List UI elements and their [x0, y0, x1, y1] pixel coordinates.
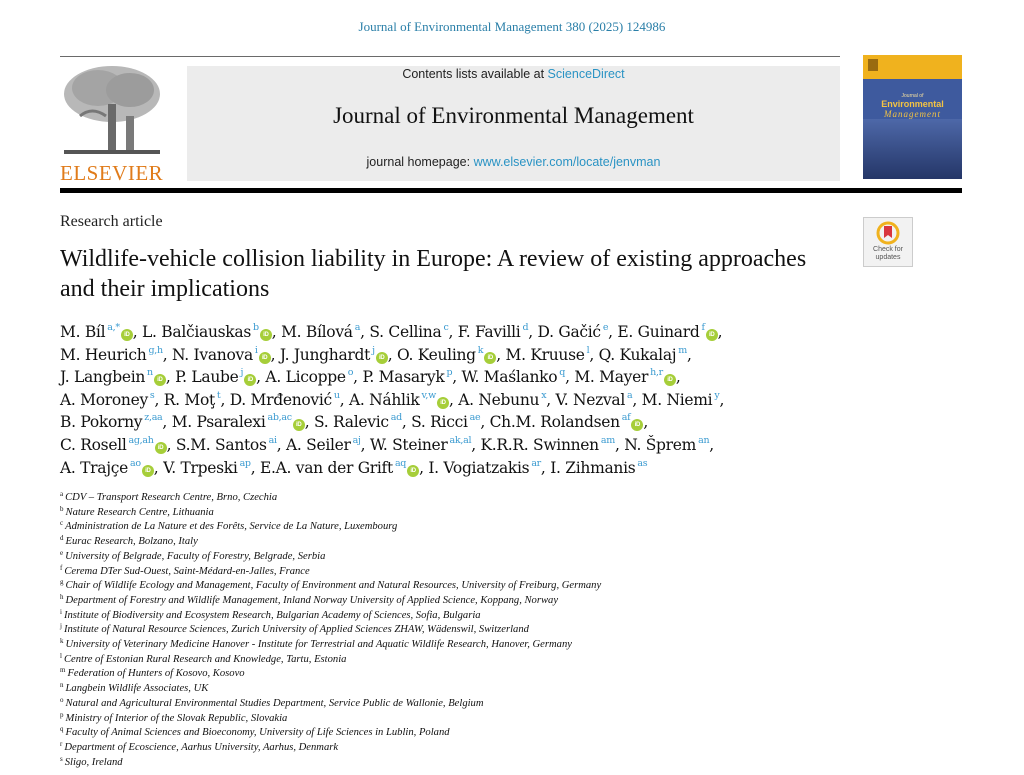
affiliation-marker[interactable]: g,h	[148, 344, 163, 356]
author-separator: ,	[719, 390, 725, 409]
author-separator: ,	[540, 458, 551, 477]
author-name[interactable]: D. Mrđenović	[229, 390, 332, 409]
author-name[interactable]: I. Zihmanis	[550, 458, 636, 477]
author-separator: ,	[360, 435, 370, 454]
affiliation-item	[60, 594, 960, 609]
author-name[interactable]: P. Laube	[175, 368, 239, 387]
author-name[interactable]: V. Trpeski	[163, 458, 238, 477]
author-separator: ,	[565, 368, 575, 387]
affiliation-marker[interactable]: x	[541, 389, 547, 401]
author	[176, 436, 286, 454]
affiliation-marker[interactable]: as	[637, 457, 648, 469]
author-name[interactable]: O. Keuling	[396, 345, 476, 364]
affiliation-item	[60, 682, 960, 697]
affiliation-text: Institute of Biodiversity and Ecosystem Research, Bulgarian Academy of Sciences, Sofia, Bulgaria	[63, 609, 481, 621]
author-separator: ,	[353, 368, 363, 387]
author-name[interactable]: M. Psaralexi	[171, 413, 266, 432]
affiliation-marker[interactable]: ar	[531, 457, 541, 469]
author	[411, 413, 489, 431]
affiliation-key: d	[60, 534, 64, 543]
author-name[interactable]: L. Balčiauskas	[142, 323, 251, 341]
affiliation-marker[interactable]: v,w	[421, 389, 436, 401]
affiliation-key: o	[60, 695, 64, 704]
affiliation-item	[60, 697, 960, 712]
affiliation-item	[60, 741, 960, 756]
author	[458, 391, 555, 409]
author-name[interactable]: M. Kruuse	[505, 345, 585, 364]
author-separator: ,	[401, 413, 412, 432]
top-divider	[60, 56, 840, 57]
author	[556, 391, 642, 409]
affiliation-marker[interactable]: ak,al	[449, 434, 472, 446]
author-separator: ,	[162, 413, 172, 432]
affiliation-item	[60, 506, 960, 521]
author	[428, 459, 550, 477]
author-name[interactable]: J. Junghardt	[279, 345, 371, 364]
affiliation-marker[interactable]: h,r	[650, 367, 663, 379]
affiliation-marker[interactable]: a	[354, 322, 361, 333]
affiliation-marker[interactable]: j	[372, 344, 375, 356]
author	[349, 391, 458, 409]
affiliation-key: c	[60, 519, 64, 528]
affiliation-list	[60, 491, 960, 770]
article-title: Wildlife-vehicle collision liability in Europe: A review of existing approaches and their implications	[60, 246, 807, 302]
author-name[interactable]: A. Moroney	[60, 390, 148, 409]
cover-elsevier-icon	[868, 59, 878, 71]
author-separator: ,	[387, 345, 397, 364]
author	[397, 346, 506, 364]
author	[142, 323, 281, 341]
orcid-icon[interactable]: iD	[154, 374, 166, 386]
author-name[interactable]: D. Gačić	[537, 323, 601, 341]
affiliation-text: Eurac Research, Bolzano, Italy	[65, 536, 198, 548]
orcid-icon[interactable]: iD	[260, 329, 272, 341]
affiliation-item	[60, 550, 960, 565]
affiliation-item	[60, 491, 960, 506]
orcid-icon[interactable]: iD	[437, 397, 449, 409]
author	[60, 346, 172, 364]
affiliation-text: Natural and Agricultural Environmental Studies Department, Service Public de Wallonie, Belgium	[65, 697, 484, 709]
affiliation-marker[interactable]: ao	[130, 457, 141, 469]
author-name[interactable]: A. Seiler	[286, 435, 351, 454]
author-name[interactable]: R. Moţ	[163, 390, 215, 409]
affiliation-marker[interactable]: af	[621, 412, 631, 424]
author-name[interactable]: Ch.M. Rolandsen	[489, 413, 620, 432]
author-name[interactable]: N. Ivanova	[172, 345, 253, 364]
author	[286, 436, 370, 454]
author	[172, 346, 280, 364]
affiliation-key: k	[60, 637, 64, 646]
author-separator: ,	[675, 368, 681, 387]
sciencedirect-link[interactable]: ScienceDirect	[547, 67, 625, 81]
orcid-icon[interactable]: iD	[484, 352, 496, 364]
author	[260, 459, 428, 477]
affiliation-item	[60, 756, 960, 771]
orcid-icon[interactable]: iD	[631, 419, 643, 431]
author-name[interactable]: S. Ricci	[411, 413, 468, 432]
homepage-prefix: journal homepage:	[366, 155, 474, 169]
author	[60, 391, 164, 409]
affiliation-text: University of Veterinary Medicine Hanover - Institute for Terrestrial and Aquatic Wildlife Research, Hanover, Germany	[65, 639, 572, 651]
affiliation-key: b	[60, 504, 64, 513]
affiliation-marker[interactable]: i	[254, 344, 258, 356]
affiliation-item	[60, 565, 960, 580]
affiliation-key: p	[60, 710, 64, 719]
affiliation-text: Department of Ecoscience, Aarhus University, Aarhus, Denmark	[64, 741, 339, 753]
author-separator: ,	[608, 323, 618, 341]
affiliation-item	[60, 712, 960, 727]
author	[458, 323, 538, 341]
author	[281, 323, 369, 341]
orcid-icon[interactable]: iD	[376, 352, 388, 364]
author-name[interactable]: M. Bílová	[281, 323, 353, 341]
affiliation-key: l	[60, 651, 62, 660]
author	[480, 436, 624, 454]
author-name[interactable]: M. Mayer	[574, 368, 649, 387]
article-type: Research article	[60, 213, 163, 230]
author	[538, 323, 618, 341]
author	[265, 368, 362, 386]
affiliation-key: g	[60, 578, 64, 587]
author-name[interactable]: P. Masaryk	[362, 368, 445, 387]
author	[617, 323, 722, 341]
author-separator: ,	[687, 345, 692, 364]
cover-line3: Management	[884, 109, 941, 119]
check-updates-line1: Check for	[873, 246, 903, 253]
elsevier-wordmark: ELSEVIER	[60, 161, 164, 185]
affiliation-key: e	[60, 548, 64, 557]
author	[506, 346, 599, 364]
author	[172, 413, 314, 431]
author	[163, 459, 260, 477]
journal-title: Journal of Environmental Management	[333, 103, 694, 128]
author	[370, 436, 481, 454]
author	[60, 368, 175, 386]
affiliation-marker[interactable]: o	[347, 367, 354, 379]
author-line	[60, 321, 850, 344]
author	[369, 323, 457, 341]
author-separator: ,	[256, 368, 266, 387]
affiliation-item	[60, 638, 960, 653]
affiliation-text: CDV – Transport Research Centre, Brno, Czechia	[65, 492, 278, 503]
affiliation-marker[interactable]: p	[446, 367, 453, 379]
affiliation-marker[interactable]: y	[714, 389, 720, 401]
author	[280, 346, 397, 364]
author-separator: ,	[709, 435, 714, 454]
author-separator: ,	[132, 323, 143, 341]
author-line	[60, 434, 850, 457]
author	[60, 413, 172, 431]
affiliation-marker[interactable]: k	[477, 344, 484, 356]
author-name[interactable]: E.A. van der Grift	[259, 458, 393, 477]
author-name[interactable]: S. Ralevic	[314, 413, 389, 432]
author-name[interactable]: C. Rosell	[60, 435, 127, 454]
affiliation-text: Institute of Natural Resource Sciences, Zurich University of Applied Sciences ZHAW, Wädenswil, Switzerland	[63, 624, 529, 636]
author-separator: ,	[271, 323, 282, 341]
affiliation-marker[interactable]: ag,ah	[128, 434, 154, 446]
affiliation-marker[interactable]: ai	[268, 434, 277, 446]
affiliation-item	[60, 535, 960, 550]
affiliation-key: n	[60, 681, 64, 690]
author-separator: ,	[589, 345, 599, 364]
affiliation-marker[interactable]: ae	[469, 412, 481, 424]
orcid-icon[interactable]: iD	[155, 442, 167, 454]
affiliation-marker[interactable]: d	[522, 322, 529, 333]
author	[164, 391, 230, 409]
affiliation-text: Department of Forestry and Wildlife Management, Inland Norway University of Applied Science, Koppang, Norway	[65, 594, 559, 606]
affiliation-key: i	[60, 607, 62, 616]
author-separator: ,	[448, 390, 459, 409]
header-divider	[60, 188, 962, 193]
orcid-icon[interactable]: iD	[121, 329, 133, 341]
author-separator: ,	[166, 435, 176, 454]
orcid-icon[interactable]: iD	[244, 374, 256, 386]
author-name[interactable]: F. Favilli	[457, 323, 521, 341]
orcid-icon[interactable]: iD	[259, 352, 271, 364]
author-separator: ,	[471, 435, 481, 454]
author-separator: ,	[162, 345, 173, 364]
author	[490, 413, 648, 431]
affiliation-text: University of Belgrade, Faculty of Forestry, Belgrade, Serbia	[65, 550, 326, 562]
affiliation-marker[interactable]: e	[602, 322, 609, 333]
affiliation-marker[interactable]: n	[147, 367, 153, 379]
affiliation-marker[interactable]: an	[698, 434, 710, 446]
author-line	[60, 411, 850, 434]
affiliation-marker[interactable]: j	[240, 367, 244, 379]
author	[574, 368, 680, 386]
affiliation-marker[interactable]: f	[701, 322, 705, 333]
affiliation-text: Cerema DTer Sud-Ouest, Saint-Médard-en-Jalles, France	[64, 565, 310, 577]
author-separator: ,	[528, 323, 538, 341]
author-separator: ,	[304, 413, 315, 432]
affiliation-marker[interactable]: l	[586, 344, 590, 356]
author-name[interactable]: W. Maślanko	[461, 368, 558, 387]
affiliation-marker[interactable]: a,*	[107, 322, 120, 333]
author-separator: ,	[270, 345, 280, 364]
cover-image	[863, 119, 962, 179]
author-separator: ,	[643, 413, 649, 432]
author	[642, 391, 724, 409]
author-name[interactable]: J. Langbein	[60, 368, 146, 387]
affiliation-key: f	[60, 563, 63, 572]
author-name[interactable]: M. Bíl	[60, 323, 106, 341]
orcid-icon[interactable]: iD	[293, 419, 305, 431]
affiliation-item	[60, 653, 960, 668]
author-name[interactable]: M. Heurich	[60, 345, 147, 364]
author	[60, 436, 176, 454]
elsevier-tree-icon	[60, 64, 164, 160]
author-separator: ,	[717, 323, 723, 341]
orcid-icon[interactable]: iD	[706, 329, 718, 341]
affiliation-marker[interactable]: z,aa	[144, 412, 163, 424]
contents-line	[187, 67, 840, 81]
author-name[interactable]: S. Cellina	[369, 323, 442, 341]
author-name[interactable]: W. Steiner	[369, 435, 448, 454]
author-name[interactable]: E. Guinard	[617, 323, 700, 341]
author	[60, 459, 163, 477]
affiliation-key: j	[60, 622, 62, 631]
author	[462, 368, 575, 386]
author-name[interactable]: K.R.R. Swinnen	[480, 435, 599, 454]
affiliation-key: a	[60, 490, 64, 498]
affiliation-item	[60, 667, 960, 682]
affiliation-marker[interactable]: a	[627, 389, 633, 401]
elsevier-logo[interactable]	[60, 64, 164, 184]
author-separator: ,	[452, 368, 462, 387]
check-for-updates-button[interactable]	[863, 217, 913, 267]
affiliation-marker[interactable]: b	[253, 322, 259, 333]
author-name[interactable]: B. Pokorny	[60, 413, 143, 432]
affiliation-text: Langbein Wildlife Associates, UK	[65, 683, 209, 695]
author-separator: ,	[546, 390, 556, 409]
affiliation-item	[60, 520, 960, 535]
author-separator: ,	[480, 413, 490, 432]
homepage-line	[187, 155, 840, 169]
author-line	[60, 457, 850, 480]
orcid-icon[interactable]: iD	[142, 465, 154, 477]
author	[624, 436, 714, 454]
check-updates-icon	[876, 221, 900, 245]
journal-banner	[187, 66, 840, 181]
orcid-icon[interactable]: iD	[664, 374, 676, 386]
affiliation-marker[interactable]: aq	[394, 457, 407, 469]
affiliation-marker[interactable]: ab,ac	[267, 412, 292, 424]
affiliation-key: q	[60, 725, 64, 734]
affiliation-text: Nature Research Centre, Lithuania	[65, 506, 214, 518]
author-name[interactable]: I. Vogiatzakis	[428, 458, 530, 477]
journal-homepage-link[interactable]: www.elsevier.com/locate/jenvman	[473, 155, 661, 169]
author-separator: ,	[632, 390, 642, 409]
author-separator: ,	[220, 390, 230, 409]
affiliation-text: Chair of Wildlife Ecology and Management, Faculty of Environment and Natural Resources, University of Freiburg, Germany	[65, 580, 602, 592]
journal-reference[interactable]: Journal of Environmental Management 380 (2025) 124986	[358, 19, 666, 34]
affiliation-marker[interactable]: m	[678, 344, 688, 356]
author	[230, 391, 349, 409]
cover-line2: Environmental	[881, 99, 944, 109]
author-separator: ,	[448, 323, 458, 341]
affiliation-marker[interactable]: q	[559, 367, 566, 379]
affiliation-text: Ministry of Interior of the Slovak Republic, Slovakia	[65, 712, 288, 724]
affiliation-key: r	[60, 739, 63, 748]
affiliation-marker[interactable]: aj	[352, 434, 361, 446]
affiliation-marker[interactable]: ad	[390, 412, 402, 424]
author-separator: ,	[419, 458, 429, 477]
check-updates-line2: updates	[875, 254, 901, 261]
affiliation-text: Administration de La Nature et des Forêts, Service de La Nature, Luxembourg	[65, 521, 398, 533]
author-line	[60, 366, 850, 389]
affiliation-text: Federation of Hunters of Kosovo, Kosovo	[67, 668, 245, 680]
affiliation-marker[interactable]: u	[333, 389, 340, 401]
cover-line1: Journal of	[901, 93, 924, 99]
author-name[interactable]: S.M. Santos	[175, 435, 267, 454]
author-name[interactable]: M. Niemi	[641, 390, 713, 409]
affiliation-item	[60, 609, 960, 624]
author-line	[60, 389, 850, 412]
affiliation-key: s	[60, 754, 63, 763]
author-line	[60, 344, 850, 367]
author-separator: ,	[339, 390, 350, 409]
affiliation-item	[60, 579, 960, 594]
author-name[interactable]: V. Nezval	[555, 390, 626, 409]
affiliation-key: h	[60, 592, 64, 601]
author-separator: ,	[154, 390, 164, 409]
author	[550, 459, 647, 477]
author	[599, 346, 692, 364]
author-name[interactable]: A. Trajçe	[60, 458, 128, 477]
cover-band	[863, 55, 962, 79]
contents-prefix: Contents lists available at	[402, 67, 548, 81]
author	[362, 368, 461, 386]
author-name[interactable]: A. Nebunu	[458, 390, 540, 409]
author-separator: ,	[496, 345, 506, 364]
affiliation-marker[interactable]: ap	[239, 457, 251, 469]
author	[314, 413, 411, 431]
author-separator: ,	[153, 458, 164, 477]
author-separator: ,	[360, 323, 370, 341]
author-name[interactable]: A. Náhlik	[349, 390, 420, 409]
affiliation-marker[interactable]: t	[216, 389, 221, 401]
author	[175, 368, 265, 386]
author-name[interactable]: A. Licoppe	[265, 368, 346, 387]
author-separator: ,	[614, 435, 625, 454]
affiliation-item	[60, 726, 960, 741]
author	[60, 323, 142, 341]
author-separator: ,	[165, 368, 176, 387]
affiliation-text: Faculty of Animal Sciences and Bioeconomy, University of Life Sciences in Lublin, Poland	[65, 727, 450, 739]
author-list	[60, 321, 850, 479]
affiliation-marker[interactable]: am	[600, 434, 615, 446]
orcid-icon[interactable]: iD	[407, 465, 419, 477]
affiliation-key: m	[60, 666, 66, 675]
author-separator: ,	[250, 458, 260, 477]
affiliation-marker[interactable]: s	[149, 389, 155, 401]
journal-cover[interactable]	[863, 55, 962, 179]
affiliation-text: Sligo, Ireland	[64, 756, 123, 768]
affiliation-marker[interactable]: c	[443, 322, 449, 333]
author-separator: ,	[276, 435, 286, 454]
affiliation-item	[60, 623, 960, 638]
affiliation-text: Centre of Estonian Rural Research and Knowledge, Tartu, Estonia	[63, 653, 347, 665]
author-name[interactable]: Q. Kukalaj	[598, 345, 677, 364]
author-name[interactable]: N. Šprem	[624, 435, 697, 454]
